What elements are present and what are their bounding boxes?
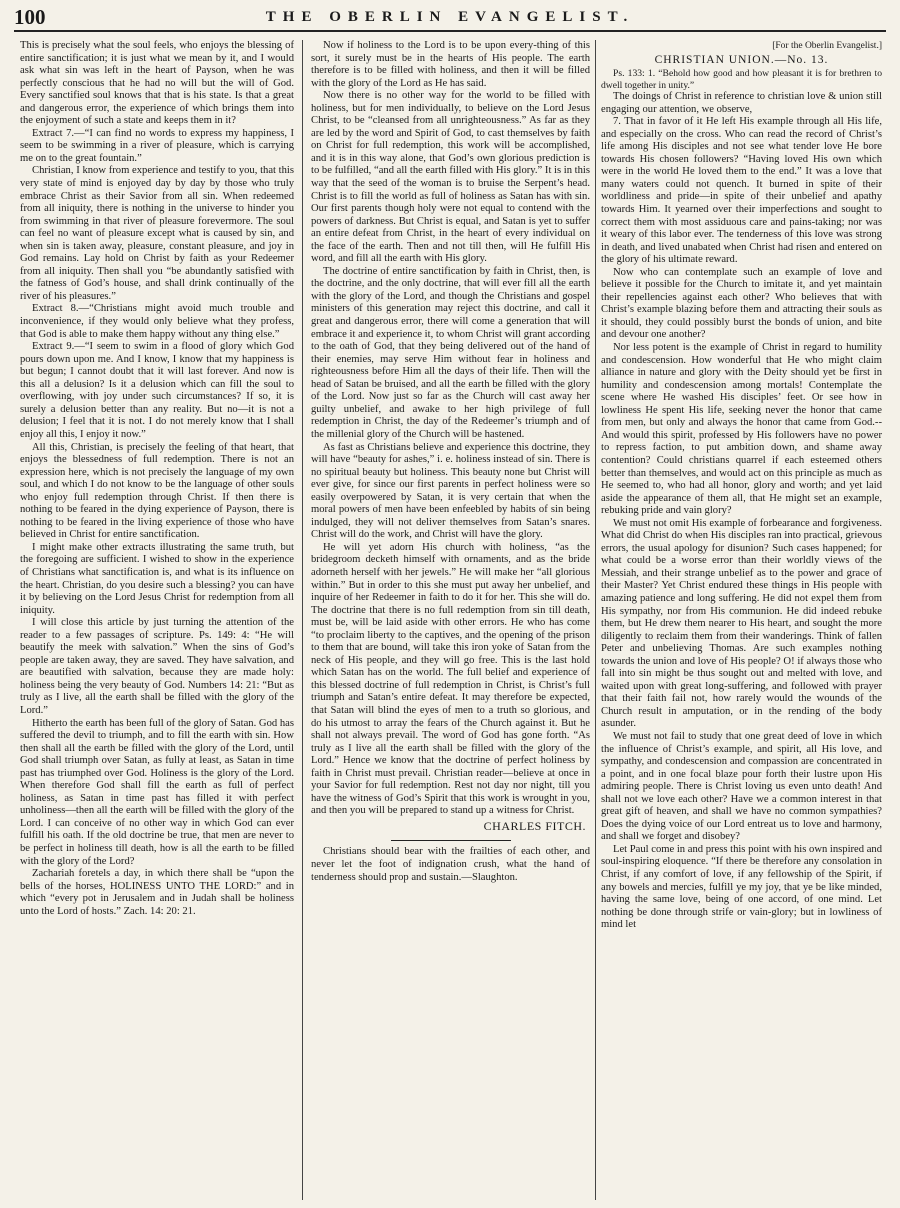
author-signature: CHARLES FITCH.	[483, 818, 586, 833]
article-paragraph: Now who can contemplate such an example of love and believe it possible for the Church to imitate it, and yet maintain their repellencies against each other? Who believes that with Christ’s example blazing before them and attracting their souls as it should, they could possibly burst the bonds of union, and bite and devour one another?	[601, 266, 882, 341]
article-paragraph: Zachariah foretels a day, in which there shall be “upon the bells of the horses, HOLINESS UNTO THE LORD:” and in which “every pot in Jerusalem and in Judah shall be holiness unto the Lord of hosts.” Zach. 14: 20: 21.	[20, 868, 294, 917]
article-paragraph: I will close this article by just turning the attention of the reader to a few passages of scripture. Ps. 149: 4: “He will beautify the meek with salvation.” When the sins of God’s people are taken away, they are saved. They have salvation, and are beautified with salvation, because they are made holy: holiness being the very beauty of God. Numbers 14: 21: “But as truly as I live, all the earth shall be filled with the glory of the Lord.”	[20, 617, 294, 716]
masthead-title: THE OBERLIN EVANGELIST.	[265, 9, 635, 25]
article-title: CHRISTIAN UNION.—No. 13.	[654, 53, 829, 66]
article-paragraph: Hitherto the earth has been full of the glory of Satan. God has suffered the devil to triumph, and to fill the earth with sin. How then shall all the earth be filled with the glory of the Lord, until God shall triumph over Satan, as fully at least, as Satan in time past has triumphed over God. Holiness is the glory of the Lord. When therefore God shall fill the earth as full of perfect holiness, as Satan in time past has filled it with perfect unholiness—then all the earth will be filled with the glory of the Lord. I can conceive of no other way in which God can ever fulfill his oath. If the old doctrine be true, that men are never to be perfect in holiness till death, how is all the earth to be filled with the glory of the Lord?	[20, 717, 294, 867]
article-paragraph: I might make other extracts illustrating the same truth, but the foregoing are sufficient. I wished to show in the experience of Christians what sanctification is, and what is its influence on the heart. Christian, do you desire such a blessing? you can have it by believing on the Lord Jesus Christ for redemption from all iniquity.	[20, 541, 294, 616]
source-note: [For the Oberlin Evangelist.]	[772, 41, 882, 51]
page-header	[14, 4, 886, 32]
section-divider	[391, 840, 511, 841]
article-paragraph: Christian, I know from experience and testify to you, that this very state of mind is enjoyed day by day by those who truly embrace Christ as their Savior from all sin. When redeemed from all iniquity, there is nothing in the universe to hinder you from swimming in that river of pleasure forevermore. The soul can feel no want of pleasure except what is caused by sin, and when sin is taken away, pleasure, constant pleasure, and joy in God remains. Lay hold on Christ by faith as your Redeemer from all iniquity. Then shall you “be abundantly satisfied with the fatness of God’s house, and shall drink continually of the river of his pleasures.”	[20, 165, 294, 302]
article-paragraph: Nor less potent is the example of Christ in regard to humility and condescension. How wonderful that He who might claim alliance in nature and glory with the Deity should yet be first in humility and condescension among mortals! Contemplate the scene where He washed His disciples’ feet. Or see how in lowliness He spent His life, seeking never the honor that came from men, but only and always the honor that came from God.--And would this spirit, professed by His followers have no power to repress faction, to put ambition down, and shame away contention? Could christians quarrel if each esteemed others better than themselves, and would act on this principle as much as He seemed to, who had all honor, glory and worth; and yet laid aside the appearance of them all, that He might set an example, rebuking pride and vain glory?	[601, 342, 882, 517]
article-paragraph: This is precisely what the soul feels, who enjoys the blessing of entire sanctification; it is just what we mean by it, and I would ask what sin was left in the heart of Payson, when he was perfectly conscious that he had no will but the will of God. Every sanctified soul knows that that is his state. Is that a great and dangerous error, the experience of which brings them into the enjoyment of such a state and keeps them in it?	[20, 40, 294, 127]
article-paragraph: He will yet adorn His church with holiness, “as the bridegroom decketh himself with ornaments, and as the bride adorneth herself with her jewels.” He will make her “all glorious within.” But in order to this she must put away her unbelief, and inquire of her Redeemer in faith to do it for her. This she will do. The doctrine that there is no full redemption from sin till death, must be, will be laid aside with other errors. He who has come “to proclaim liberty to the captives, and the opening of the prison to them that are bound, will take this iron yoke of Satan from the neck of His people, and they will go free. This is the last hold which Satan has on the world. The full belief and experience of this blessed doctrine of full redemption in Christ, is Christ’s full triumph and Satan’s entire defeat. It may therefore be expected, that Satan will blind the eyes of men to a truth so glorious, and do his utmost to array the fears of the Church against it. But he shall not always prevail. The word of God has gone forth. “As truly as I live all the earth shall be filled with the glory of the Lord.” Hence we know that the doctrine of perfect holiness by faith in Christ must prevail. Christian reader—believe at once in your Savior for full redemption. Rest not day nor night, till you have the witness of God’s Spirit that this work is wrought in you, and then you will be prepared to stand up a witness for Christ.	[311, 541, 590, 817]
closing-quote: Christians should bear with the frailties of each other, and never let the foot of indignation crush, what the hand of tenderness should prop and sustain.—Slaughton.	[311, 846, 590, 883]
page-number: 100	[14, 5, 46, 29]
article-paragraph: 7. That in favor of it He left His example through all His life, and especially on the cross. Who can read the record of Christ’s life among His disciples and not see what tender love He bore towards His chosen followers? “Having loved His own which were in the world He loved them to the end.” It was a love that many waters could not quench. It burned in spite of their worldliness and pride—in spite of their unbelief and apathy towards Him. It yearned over their imperfections and sought to correct them with most assiduous care and pains-taking; nor was it weary of this labor ever. The tenderness of this love was strong in death, and lived unabated when Christ had risen and entered on the glory of his ultimate reward.	[601, 116, 882, 266]
article-paragraph: Let Paul come in and press this point with his own inspired and soul-inspiring eloquence. “If there be therefore any consolation in Christ, if any comfort of love, if any fellowship of the Spirit, if any bowels and mercies, fulfill ye my joy, that ye be like minded, having the same love, being of one accord, of one mind. Let nothing be done through strife or vain-glory; but in lowliness of mind let	[601, 843, 882, 931]
article-paragraph: As fast as Christians believe and experience this doctrine, they will have “beauty for ashes,” i. e. holiness instead of sin. There is no spiritual beauty but holiness. This beauty none but Christ will ever give, for since our first parents in perfect holiness were so easily overpowered by Satan, it is very certain that when the moral powers of men have been enfeebled by habits of sin being indulged, they will not deliver themselves from Satan’s snares. Christ will do the work, and Christ will have the glory.	[311, 441, 590, 541]
epigraph: Ps. 133: 1. “Behold how good and how pleasant it is for brethren to dwell together in unity.”	[601, 68, 882, 91]
article-paragraph: Now if holiness to the Lord is to be upon every-thing of this sort, it surely must be in the hearts of His people. The earth therefore is to be filled with holiness, and then it will be filled with the glory of the Lord as He has said.	[311, 40, 590, 89]
column-2	[311, 40, 590, 1202]
article-paragraph: Extract 9.—“I seem to swim in a flood of glory which God pours down upon me. And I know, I know that my happiness is but begun; I cannot doubt that it will last forever. And now is this all a delusion? Is it a delusion which can fill the soul to overflowing, with joy under such circumstances? If so, it is surely a delusion better than any reality. But no—it is not a delusion; I feel that it is not. I do not merely know that I shall enjoy all this, I enjoy it now.”	[20, 341, 294, 440]
article-paragraph: Now there is no other way for the world to be filled with holiness, but for men individually, to believe on the Lord Jesus Christ, to be “cleansed from all unrighteousness.” As far as they are led by the word and Spirit of God, to cast themselves by faith on Christ for full redemption, this work will be accomplished, and it is in this way alone, that God’s own glorious prediction is to be fulfilled, “and all the earth filled with His glory.” It is in this way that the seed of the woman is to bruise the Serpent’s head. Christ is to fill the world as full of holiness as Satan has with sin. Our first parents though holy were not equal to contend with the powers of darkness. But Christ is equal, and Satan is yet to suffer an entire defeat from Christ, in the heart of every individual on the face of the earth. Then and not till then, will He fulfill His word, and fill all the earth with His glory.	[311, 90, 590, 265]
column-3	[601, 40, 882, 1202]
article-paragraph: All this, Christian, is precisely the feeling of that heart, that enjoys the blessedness of full redemption. There is not an expression here, which is not precisely the language of my own soul, and which I do not know to be the language of other souls who enjoy full redemption through Christ. If then there is nothing to be feared in the dying experience of Payson, there is nothing to be feared in the living experience of those who have believed in Christ for entire sanctification.	[20, 441, 294, 541]
column-divider	[302, 40, 303, 1200]
article-paragraph: The doings of Christ in reference to christian love & union still engaging our attention, we observe,	[601, 91, 882, 115]
article-paragraph: The doctrine of entire sanctification by faith in Christ, then, is the doctrine, and the only doctrine, that will ever fill all the earth with the glory of the Lord, and though the Christians and gospel ministers of this generation may reject this doctrine, and call it great and dangerous error, there will come a generation that will embrace it and experience it, to whom Christ will grant according to the oath of God, that they being delivered out of the hand of their enemies, may serve Him without fear in holiness and righteousness before Him all the days of their life. Then will the head of Satan be bruised, and all the earth be filled with the glory of the Lord. Now just so far as the Church will cast away her guilty unbelief, and awake to her high privilege of full redemption in Christ, the day of the Redeemer’s triumph and of the millenial glory of the Church will be hastened.	[311, 265, 590, 440]
article-paragraph: Extract 7.—“I can find no words to express my happiness, I seem to be swimming in a river of pleasure, which is carrying me on to the great fountain.”	[20, 127, 294, 164]
column-1	[20, 40, 294, 1202]
article-paragraph: We must not omit His example of forbearance and forgiveness. What did Christ do when His disciples ran into practical, grievous errors, the usual apology for disunion? Such cases happened; for what could be a worse error than their worldly views of the Messiah, and their strange unbelief as to the power and grace of their Master? Yet Christ endured these things in His people with amazing patience and long suffering. He did not expel them from His sympathy, nor from His communion. He did indeed rebuke them, but He drew them nearer to His heart, and sought the more diligently to reclaim them from their wanderings. Think of fallen Peter and unbelieving Thomas. Are such examples nothing towards the union and love of His people? O! if always those who fall into sin might be thus sought out and melted with love, and waited upon with great long-suffering, and followed with prayer that their faith fail not, how rarely would the wounds of the Church result in amputation, or in the rending of the body asunder.	[601, 517, 882, 730]
article-paragraph: We must not fail to study that one great deed of love in which the influence of Christ’s example, and spirit, all His love, and sympathy, and condescension and compassion are concentrated in a point, and in one focal blaze pour forth their lustre upon His admiring people. There is Christ loving us even unto death! And shall not we love each other? Have we a common interest in that great gift of heaven, and shall we have no common sympathies? Does the dying voice of our Lord entreat us to love and harmony, and shall we forget and disobey?	[601, 730, 882, 843]
column-divider	[595, 40, 596, 1200]
article-paragraph: Extract 8.—“Christians might avoid much trouble and inconvenience, if they would only believe what they profess, that God is able to make them happy without any thing else.”	[20, 303, 294, 340]
